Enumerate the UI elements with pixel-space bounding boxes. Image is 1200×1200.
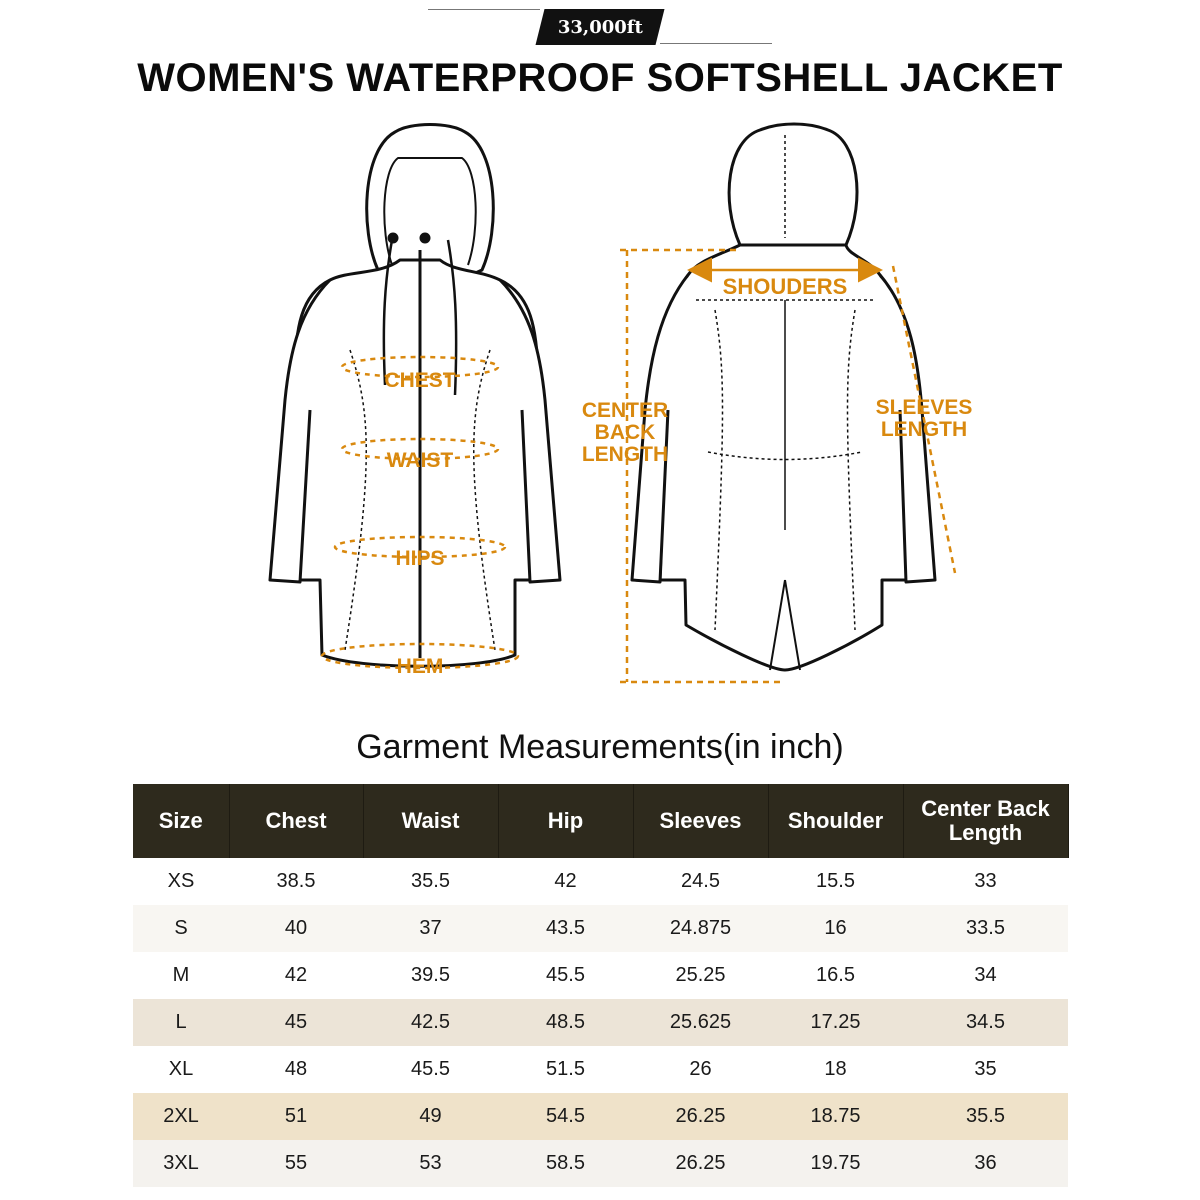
- cell-chest: 40: [229, 905, 363, 952]
- cell-waist: 39.5: [363, 952, 498, 999]
- label-sleeves-2: LENGTH: [880, 418, 968, 441]
- cell-sleeves: 26: [633, 1046, 768, 1093]
- table-row: [133, 999, 1068, 1046]
- cell-size: M: [133, 952, 229, 999]
- cell-center-back-length: 33: [903, 858, 1068, 905]
- label-center-back-2: BACK: [594, 421, 656, 444]
- label-sleeves-1: SLEEVES: [875, 396, 973, 419]
- label-center-back-1: CENTER: [581, 399, 669, 422]
- cell-shoulder: 17.25: [768, 999, 903, 1046]
- cell-center-back-length: 35.5: [903, 1093, 1068, 1140]
- cell-hip: 45.5: [498, 952, 633, 999]
- cell-sleeves: 26.25: [633, 1093, 768, 1140]
- cell-shoulder: 18.75: [768, 1093, 903, 1140]
- cell-chest: 51: [229, 1093, 363, 1140]
- cell-chest: 48: [229, 1046, 363, 1093]
- page-title: WOMEN'S WATERPROOF SOFTSHELL JACKET: [137, 56, 1063, 100]
- jacket-front: [270, 125, 560, 667]
- brand-logo: 33,000ft: [536, 9, 665, 45]
- brand-header: [0, 0, 1200, 46]
- table-row: [133, 858, 1068, 905]
- cell-sleeves: 25.625: [633, 999, 768, 1046]
- cell-waist: 42.5: [363, 999, 498, 1046]
- label-hem: HEM: [396, 655, 444, 678]
- size-chart-table: [133, 784, 1069, 1187]
- cell-chest: 38.5: [229, 858, 363, 905]
- logo-rule-left: [428, 9, 540, 10]
- cell-size: S: [133, 905, 229, 952]
- cell-size: XL: [133, 1046, 229, 1093]
- table-title: Garment Measurements(in inch): [356, 728, 844, 766]
- cell-center-back-length: 36: [903, 1140, 1068, 1187]
- cell-center-back-length: 34: [903, 952, 1068, 999]
- cell-sleeves: 24.5: [633, 858, 768, 905]
- cell-size: XS: [133, 858, 229, 905]
- cell-hip: 48.5: [498, 999, 633, 1046]
- col-header-shoulder: Shoulder: [768, 784, 903, 858]
- table-header-row: [133, 784, 1068, 858]
- table-row: [133, 1093, 1068, 1140]
- cell-size: 2XL: [133, 1093, 229, 1140]
- cell-size: 3XL: [133, 1140, 229, 1187]
- cell-waist: 37: [363, 905, 498, 952]
- table-row: [133, 905, 1068, 952]
- col-header-waist: Waist: [363, 784, 498, 858]
- cell-center-back-length: 35: [903, 1046, 1068, 1093]
- table-row: [133, 952, 1068, 999]
- table-row: [133, 1140, 1068, 1187]
- col-header-size: Size: [133, 784, 229, 858]
- col-header-chest: Chest: [229, 784, 363, 858]
- cell-waist: 49: [363, 1093, 498, 1140]
- cell-center-back-length: 33.5: [903, 905, 1068, 952]
- cell-chest: 42: [229, 952, 363, 999]
- label-center-back-3: LENGTH: [581, 443, 669, 466]
- jacket-diagram: [0, 110, 1200, 700]
- cell-hip: 54.5: [498, 1093, 633, 1140]
- logo-rule-right: [660, 43, 772, 44]
- cell-center-back-length: 34.5: [903, 999, 1068, 1046]
- label-hips: HIPS: [395, 547, 445, 570]
- cell-waist: 45.5: [363, 1046, 498, 1093]
- cell-hip: 43.5: [498, 905, 633, 952]
- label-shoulders: SHOUDERS: [722, 274, 848, 299]
- cell-sleeves: 24.875: [633, 905, 768, 952]
- cell-hip: 42: [498, 858, 633, 905]
- cell-shoulder: 18: [768, 1046, 903, 1093]
- label-chest: CHEST: [384, 369, 456, 392]
- table-row: [133, 1046, 1068, 1093]
- cell-sleeves: 25.25: [633, 952, 768, 999]
- cell-shoulder: 16.5: [768, 952, 903, 999]
- cell-sleeves: 26.25: [633, 1140, 768, 1187]
- cell-hip: 58.5: [498, 1140, 633, 1187]
- col-header-center-back-length: Center Back Length: [903, 784, 1068, 858]
- cell-hip: 51.5: [498, 1046, 633, 1093]
- cell-shoulder: 15.5: [768, 858, 903, 905]
- cell-size: L: [133, 999, 229, 1046]
- cell-shoulder: 19.75: [768, 1140, 903, 1187]
- label-waist: WAIST: [386, 449, 454, 472]
- cell-waist: 53: [363, 1140, 498, 1187]
- cell-chest: 45: [229, 999, 363, 1046]
- cell-waist: 35.5: [363, 858, 498, 905]
- col-header-hip: Hip: [498, 784, 633, 858]
- table-body: [133, 858, 1068, 1187]
- cell-shoulder: 16: [768, 905, 903, 952]
- cell-chest: 55: [229, 1140, 363, 1187]
- col-header-sleeves: Sleeves: [633, 784, 768, 858]
